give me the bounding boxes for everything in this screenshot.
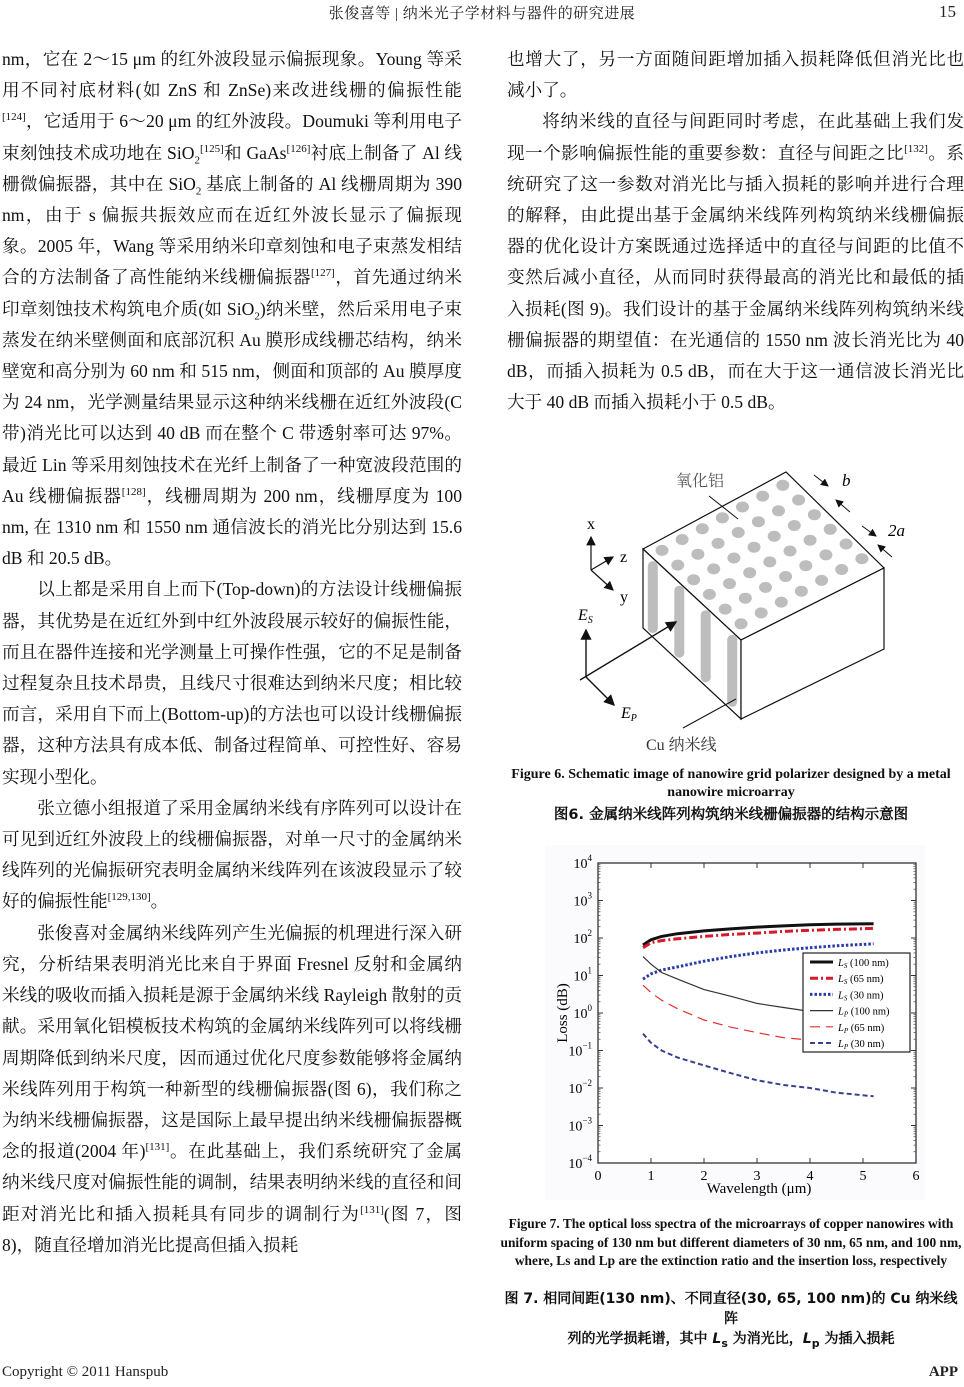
x-tick-label: 1 [647,1169,655,1184]
x-axis-label: Wavelength (μm) [706,1181,812,1197]
pore [703,589,716,600]
pore [804,535,817,546]
b-label: b [842,471,851,490]
legend-label: LS (100 nm) [838,958,889,970]
figure-6-caption-zh: 图6. 金属纳米线阵列构筑纳米线栅偏振器的结构示意图 [553,807,909,823]
pore [676,534,689,545]
two-a-label: 2a [888,521,905,540]
pore [691,549,704,560]
y-tick-label: $10^{-2}$ [568,1078,592,1097]
pore [752,516,765,527]
y-tick-label: $10^{-4}$ [568,1153,592,1172]
pore [824,524,837,535]
pore [819,549,832,560]
z-label: z [620,549,628,566]
nanowire [648,561,658,633]
pore [788,520,801,531]
y-axis-arrow [591,570,613,590]
x-tick-label: 4 [806,1169,814,1184]
pore [736,502,749,513]
pore [735,618,748,629]
ep-label: EP [621,705,637,724]
citation[interactable]: [132] [904,142,928,155]
pore [687,574,700,585]
pore [716,512,729,523]
copyright-notice: Copyright © 2011 Hanspub [2,1364,169,1380]
pore [727,553,740,564]
cu-nanowire-label: Cu 纳米线 [646,737,717,754]
citation[interactable]: [126] [286,142,311,155]
legend-label: LP (30 nm) [838,1039,885,1051]
right-column [507,44,964,418]
pore [779,571,792,582]
pore [784,546,797,557]
paragraph: nm，它在 2～15 μm 的红外波段显示偏振现象。Young 等采用不同衬底材料(如 ZnS 和 ZnSe)来改进线栅的偏振性能[124]，它适用于 6～20 μm 的红外波段。Doumuki 等利用电子束刻蚀技术成功地在 SiO$_2$[125]和 GaAs[126]衬底上制备了 Al 线栅微偏振器，其中在 SiO$_2$ 基底上制备的 Al 线栅周期为 390 nm，由于 s 偏振共振效应而在近红外波长显示了偏振现象。2005 年，Wang 等采用纳米印章刻蚀和电子束蒸发相结合的方法制备了高性能纳米线栅偏振器[127]，首先通过纳米印章刻蚀技术构筑电介质(如 SiO$_2$)纳米壁，然后采用电子束蒸发在纳米壁侧面和底部沉积 Au 膜形成线栅芯结构，纳米壁宽和高分别为 60 nm 和 515 nm，侧面和顶部的 Au 膜厚度为 24 nm，光学测量结果显示这种纳米线栅在近红外波段(C 带)消光比可以达到 40 dB 而在整个 C 带透射率可达 97%。最近 Lin 等采用刻蚀技术在光纤上制备了一种宽波段范围的 Au 线栅偏振器[128]，线栅周期为 200 nm，线栅厚度为 100 nm, 在 1310 nm 和 1550 nm 通信波长的消光比分别达到 15.6 dB 和 20.5 dB。 [2,49,462,569]
pore [743,567,756,578]
alumina-label: 氧化铝 [676,473,725,490]
pore [696,523,709,534]
x-tick-label: 5 [859,1169,867,1184]
pore [656,545,669,556]
x-label: x [587,516,595,533]
z-axis-arrow [591,557,613,570]
pore [739,593,752,604]
x-tick-label: 2 [700,1169,708,1184]
pore [808,509,821,520]
x-tick-label: 6 [912,1169,920,1184]
x-tick-label: 3 [753,1169,761,1184]
running-title: 张俊喜等 | 纳米光子学材料与器件的研究进展 [328,6,636,22]
pore [840,539,853,550]
citation[interactable]: [125] [199,142,224,155]
y-tick-label: $10^2$ [573,928,592,947]
pore [748,542,761,553]
citation[interactable]: [128] [121,485,146,498]
pore [719,604,732,615]
pore [772,505,785,516]
pore [732,527,745,538]
paragraph: 以上都是采用自上而下(Top-down)的方法设计线栅偏振器，其优势是在近红外到中红外波段展示较好的偏振性能，而且在器件连接和光学测量上可操作性强，它的不足是制备过程复杂且技术昂贵，且线尺寸很难达到纳米尺度；相比较而言，采用自下而上(Bottom-up)的方法也可以设计线栅偏振器，这种方法具有成本低、制备过程简单、可控性好、容易实现小型化。 [2,579,462,787]
pore [723,578,736,589]
left-column [2,44,462,1261]
paragraph: 将纳米线的直径与间距同时考虑，在此基础上我们发现一个影响偏振性能的重要参数：直径与间距之比[132]。系统研究了这一参数对消光比与插入损耗的影响并进行合理的解释，由此提出基于金属纳米线阵列构筑纳米线栅偏振器的优化设计方案既通过选择适中的直径与间距的比值不变然后减小直径，从而同时获得最高的消光比和最低的插入损耗(图 9)。我们设计的基于金属纳米线阵列构筑纳米线栅偏振器的期望值：在光通信的 1550 nm 波长消光比为 40 dB，而插入损耗为 0.5 dB，而在大于这一通信波长消光比大于 40 dB 而插入损耗小于 0.5 dB。 [507,111,964,413]
paragraph: 也增大了，另一方面随间距增加插入损耗降低但消光比也减小了。 [507,49,964,101]
pore [835,564,848,575]
pore [712,538,725,549]
y-tick-label: $10^1$ [573,965,592,985]
pore [768,531,781,542]
pore [775,597,788,608]
y-tick-label: $10^4$ [573,853,592,872]
pore [792,495,805,506]
figure-7-caption-zh: 图 7. 相同间距(130 nm)、不同直径(30, 65, 100 nm)的 Cu 纳米线阵 列的光学损耗谱，其中 $L_s$ 为消光比，$L_p$ 为插入损耗 [504,1291,958,1350]
y-tick-label: $10^0$ [573,1003,592,1022]
y-tick-label: $10^{-1}$ [568,1040,592,1060]
citation[interactable]: [127] [310,267,335,280]
pore [815,575,828,586]
pore [671,560,684,571]
citation[interactable]: [124] [2,111,26,124]
pore [759,582,772,593]
pore [776,480,789,491]
paragraph: 张立德小组报道了采用金属纳米线有序阵列可以设计在可见到近红外波段上的线栅偏振器，对单一尺寸的金属纳米线阵列的光偏振研究表明金属纳米线阵列在该波段显示了较好的偏振性能[129,130]。 [2,797,462,912]
y-axis-label: Loss (dB) [555,983,571,1043]
pore [755,607,768,618]
k-arrow [580,622,676,680]
x-tick-label: 0 [594,1169,602,1184]
y-label: y [620,589,628,606]
es-label: ES [578,607,593,626]
pore [707,563,720,574]
legend-label: LS (30 nm) [838,990,884,1003]
nanowire [727,635,737,707]
page-number: 15 [939,2,956,21]
figure-7-caption-en: Figure 7. The optical loss spectra of the microarrays of copper nanowires with uniform spacing of 130 nm but different diameters of 30 nm, 65 nm, and 100 nm, where, Ls and Lp are the extinction ratio and the insertion loss, respectively [500,1216,962,1268]
paragraph: 张俊喜对金属纳米线阵列产生光偏振的机理进行深入研究，分析结果表明消光比来自于界面 Fresnel 反射和金属纳米线的吸收而插入损耗是源于金属纳米线 Rayleigh 散射的贡献。采用氧化铝模板技术构筑的金属纳米线阵列可以将线栅周期降低到纳米尺度，因而通过优化尺度参数能够将金属纳米线阵列用于构筑一种新型的线栅偏振器(图 6)，我们称之为纳米线栅偏振器，这是国际上最早提出纳米线栅偏振器概念的报道(2004 年)[131]。在此基础上，我们系统研究了金属纳米线尺度对偏振性能的调制，结果表明纳米线的直径和间距对消光比和插入损耗具有同步的调制行为[131](图 7，图 8)，随直径增加消光比提高但插入损耗 [2,922,462,1255]
pore [795,586,808,597]
ep-arrow [586,677,614,705]
figure-6-caption-en: Figure 6. Schematic image of nanowire grid polarizer designed by a metal nanowire microarray [511,767,951,800]
y-tick-label: $10^3$ [573,890,592,910]
figure-6-schematic [566,462,926,762]
figure-7-chart [545,845,925,1200]
pore [763,556,776,567]
page-header [0,0,964,26]
citation[interactable]: [131] [145,1141,170,1154]
pore [799,560,812,571]
legend-label: LS (65 nm) [838,974,884,987]
citation[interactable]: [129,130] [107,891,151,904]
journal-abbrev: APP [928,1364,958,1380]
pore [855,553,868,564]
pore [756,491,769,502]
nanowire [701,610,711,682]
legend-label: LP (100 nm) [838,1006,890,1019]
citation[interactable]: [131] [360,1203,384,1216]
y-tick-label: $10^{-3}$ [568,1115,592,1135]
legend-label: LP (65 nm) [838,1022,885,1035]
